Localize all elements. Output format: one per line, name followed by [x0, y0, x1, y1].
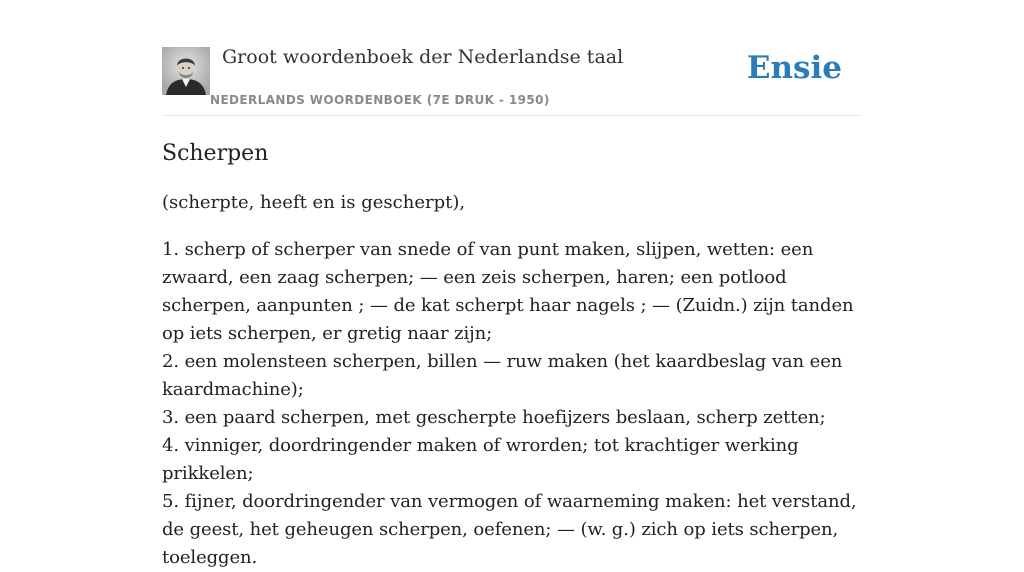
source-title[interactable]: Groot woordenboek der Nederlandse taal — [222, 46, 624, 68]
author-avatar[interactable] — [162, 47, 210, 95]
entry-content — [162, 138, 864, 572]
source-header — [162, 40, 862, 116]
definition-item: 3. een paard scherpen, met gescherpte hoefijzers beslaan, scherp zetten; — [162, 407, 826, 428]
definition-item: 1. scherp of scherper van snede of van punt maken, slijpen, wetten: een zwaard, een zaag scherpen; — een zeis scherpen, haren; een potlood scherpen, aanpunten ; — de kat scherpt haar nagels ; — (Zuidn.) zijn tanden op iets scherpen, er gretig naar zijn; — [162, 239, 854, 344]
definition-item: 4. vinniger, doordringender maken of wrorden; tot krachtiger werking prikkelen; — [162, 435, 799, 484]
ensie-logo-link[interactable]: Ensie — [746, 50, 842, 86]
definition-item: 2. een molensteen scherpen, billen — ruw maken (het kaardbeslag van een kaardmachine); — [162, 351, 843, 400]
source-subtitle: NEDERLANDS WOORDENBOEK (7E DRUK - 1950) — [210, 93, 550, 107]
grammar-note: (scherpte, heeft en is gescherpt), — [162, 192, 466, 213]
page-title: Scherpen — [162, 141, 269, 166]
portrait-photo-icon — [162, 47, 210, 95]
definition-list — [162, 236, 864, 572]
definition-item: 5. fijner, doordringender van vermogen of waarneming maken: het verstand, de geest, het geheugen scherpen, oefenen; — (w. g.) zich op iets scherpen, toeleggen. — [162, 491, 857, 568]
